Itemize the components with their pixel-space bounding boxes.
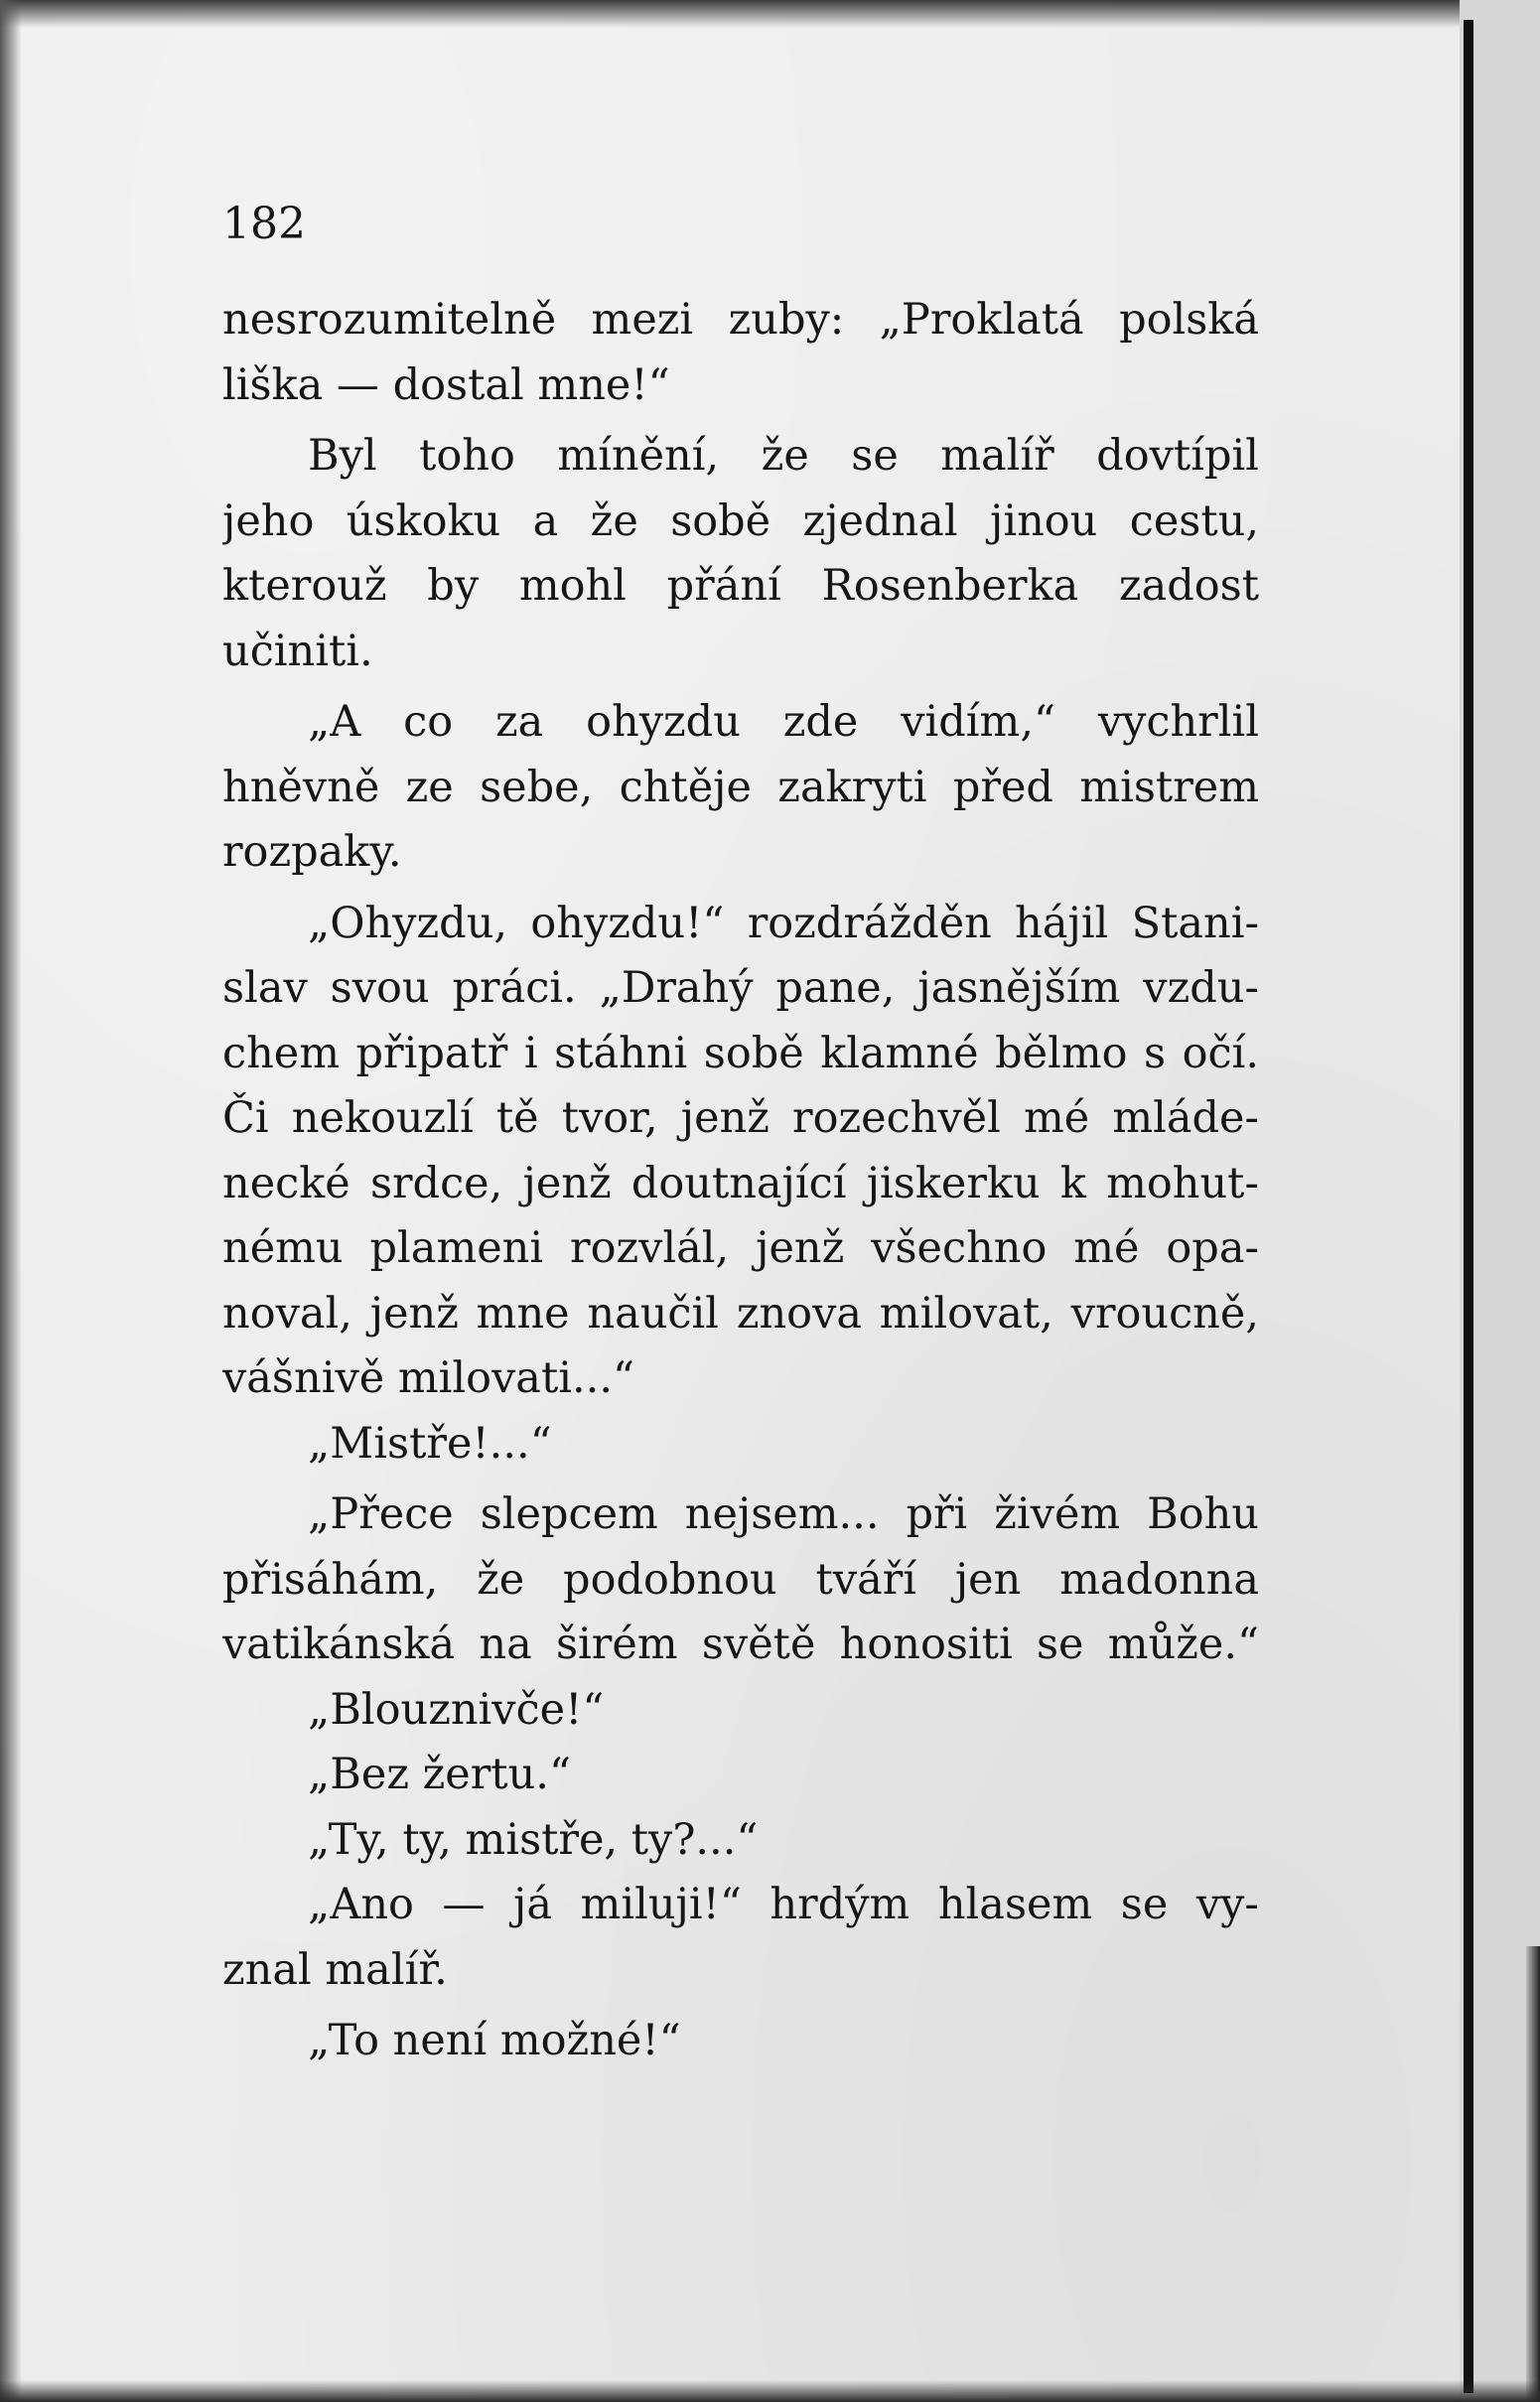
text-line: „Ano — já miluji!“ hrdým hlasem se vy- [308, 1880, 1259, 1929]
text-line: Byl toho mínění, že se malíř dovtípil [308, 431, 1259, 481]
page-body-text [222, 288, 1259, 2074]
text-line: „Ohyzdu, ohyzdu!“ rozdrážděn hájil Stani- [308, 898, 1259, 948]
text-line: liška — dostal mne!“ [222, 359, 670, 410]
text-line: hněvně ze sebe, chtěje zakryti před mistrem [222, 762, 1259, 812]
page-number: 182 [222, 199, 306, 249]
text-line: kterouž by mohl přání Rosenberka zadost [222, 561, 1259, 611]
text-line: noval, jenž mne naučil znova milovat, vroucně, [222, 1288, 1259, 1339]
text-line: Či nekouzlí tě tvor, jenž rozechvěl mé mláde- [222, 1093, 1259, 1143]
text-line: znal malíř. [222, 1944, 448, 1995]
text-line: učiniti. [222, 626, 373, 676]
text-line: rozpaky. [222, 827, 402, 877]
text-line: „Ty, ty, mistře, ty?...“ [308, 1814, 759, 1865]
book-spine-edge-line [1464, 20, 1473, 2393]
text-line: „Bez žertu.“ [308, 1750, 571, 1799]
text-line: necké srdce, jenž doutnající jiskerku k mohut- [222, 1158, 1259, 1208]
text-line: „A co za ohyzdu zde vidím,“ vychrlil [308, 697, 1259, 747]
book-spine-corner-shadow [1526, 1946, 1540, 2402]
scan-top-shadow [0, 0, 1540, 28]
text-line: „Mistře!...“ [308, 1418, 552, 1469]
text-line: chem připatř i stáhni sobě klamné bělmo s očí. [222, 1028, 1259, 1078]
text-line: vášnivě milovati...“ [222, 1353, 634, 1403]
text-line: „Přece slepcem nejsem... při živém Bohu [308, 1489, 1259, 1539]
text-line: nému plameni rozvlál, jenž všechno mé opa- [222, 1223, 1259, 1273]
text-line: slav svou práci. „Drahý pane, jasnějším vzdu- [222, 963, 1259, 1013]
text-line: „Blouznivče!“ [308, 1684, 605, 1735]
text-line: přisáhám, že podobnou tváří jen madonna [222, 1554, 1259, 1605]
text-line: vatikánská na širém světě honositi se může.“ [222, 1620, 1259, 1669]
text-line: jeho úskoku a že sobě zjednal jinou cestu, [222, 495, 1259, 546]
text-line: nesrozumitelně mezi zuby: „Proklatá polská [222, 295, 1259, 345]
scan-left-shadow [0, 0, 22, 2402]
scan-bottom-shadow [0, 2380, 1540, 2402]
text-line: „To není možné!“ [308, 2016, 681, 2065]
